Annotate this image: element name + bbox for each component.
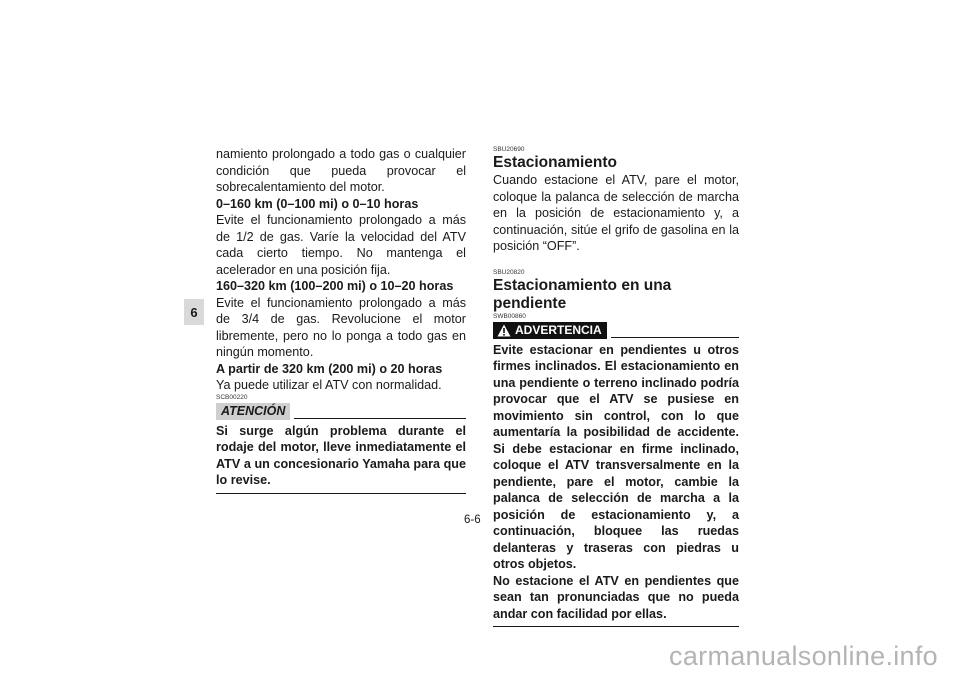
- parking-text: Cuando estacione el ATV, pare el motor, coloque la palanca de selección de marcha en la posición de estacionamiento y, a continuación, sitúe el grifo de gasolina en la posición “OFF”.: [493, 173, 739, 253]
- warning-text-2: No estacione el ATV en pendientes que sean tan pronunciadas que no pueda andar con facilidad por ellas.: [493, 573, 739, 621]
- warning-text-1: Evite estacionar en pendientes u otros firmes inclinados. El estacionamiento en una pendiente o terreno inclinado podría provocar que el ATV se pusiese en movimiento sin control, con lo que aumentaría la posibilidad de accidente. Si debe estacionar en firme inclinado, coloque el ATV transversalmente en la pendiente, pare el motor, cambie la palanca de selección de marcha a la posición de estacionamiento y, a continuación, bloquee las ruedas delanteras y traseras con piedras u otros objetos.: [493, 342, 739, 571]
- caution-divider: [294, 418, 466, 419]
- caution-code: SCB00220: [216, 393, 248, 401]
- section1-text: Evite el funcionamiento prolongado a más de 1/2 de gas. Varíe la velocidad del ATV cada cierto tiempo. No mantenga el acelerador en una posición fija.: [216, 213, 466, 277]
- warning-end-rule: [493, 626, 739, 627]
- chapter-tab: 6: [184, 299, 204, 325]
- section3-text: Ya puede utilizar el ATV con normalidad.: [216, 378, 442, 392]
- warning-header: [493, 322, 739, 339]
- section-code-parking: SBU20690: [493, 146, 525, 153]
- caution-header: [216, 403, 466, 420]
- slope-parking-title: Estacionamiento en una pendiente: [493, 276, 672, 312]
- warning-triangle-icon: [497, 324, 511, 337]
- warning-divider: [611, 337, 739, 338]
- parking-title: Estacionamiento: [493, 154, 618, 171]
- warning-label: ADVERTENCIA: [515, 322, 602, 337]
- page-number: 6-6: [464, 514, 481, 526]
- section3-heading: A partir de 320 km (200 mi) o 20 horas: [216, 361, 443, 376]
- section2-text: Evite el funcionamiento prolongado a más de 3/4 de gas. Revolucione el motor libremente, pero no lo ponga a todo gas en ningún momento.: [216, 295, 466, 359]
- warning-code: SWB00860: [493, 312, 526, 320]
- right-column: [493, 146, 739, 627]
- section-code-slope: SBU20820: [493, 268, 525, 276]
- intro-paragraph: namiento prolongado a todo gas o cualquier condición que pueda provocar el sobrecalentamiento del motor.: [216, 147, 466, 194]
- warning-label-box: [493, 322, 607, 339]
- section1-heading: 0–160 km (0–100 mi) o 0–10 horas: [216, 196, 419, 211]
- section2-heading: 160–320 km (100–200 mi) o 10–20 horas: [216, 279, 454, 293]
- caution-end-rule: [216, 493, 466, 494]
- watermark: carmanualsonline.info: [669, 641, 938, 671]
- left-column: [216, 146, 466, 494]
- caution-text: Si surge algún problema durante el rodaje del motor, lleve inmediatamente el ATV a un concesionario Yamaha para que lo revise.: [216, 423, 466, 487]
- caution-label: ATENCIÓN: [216, 403, 290, 420]
